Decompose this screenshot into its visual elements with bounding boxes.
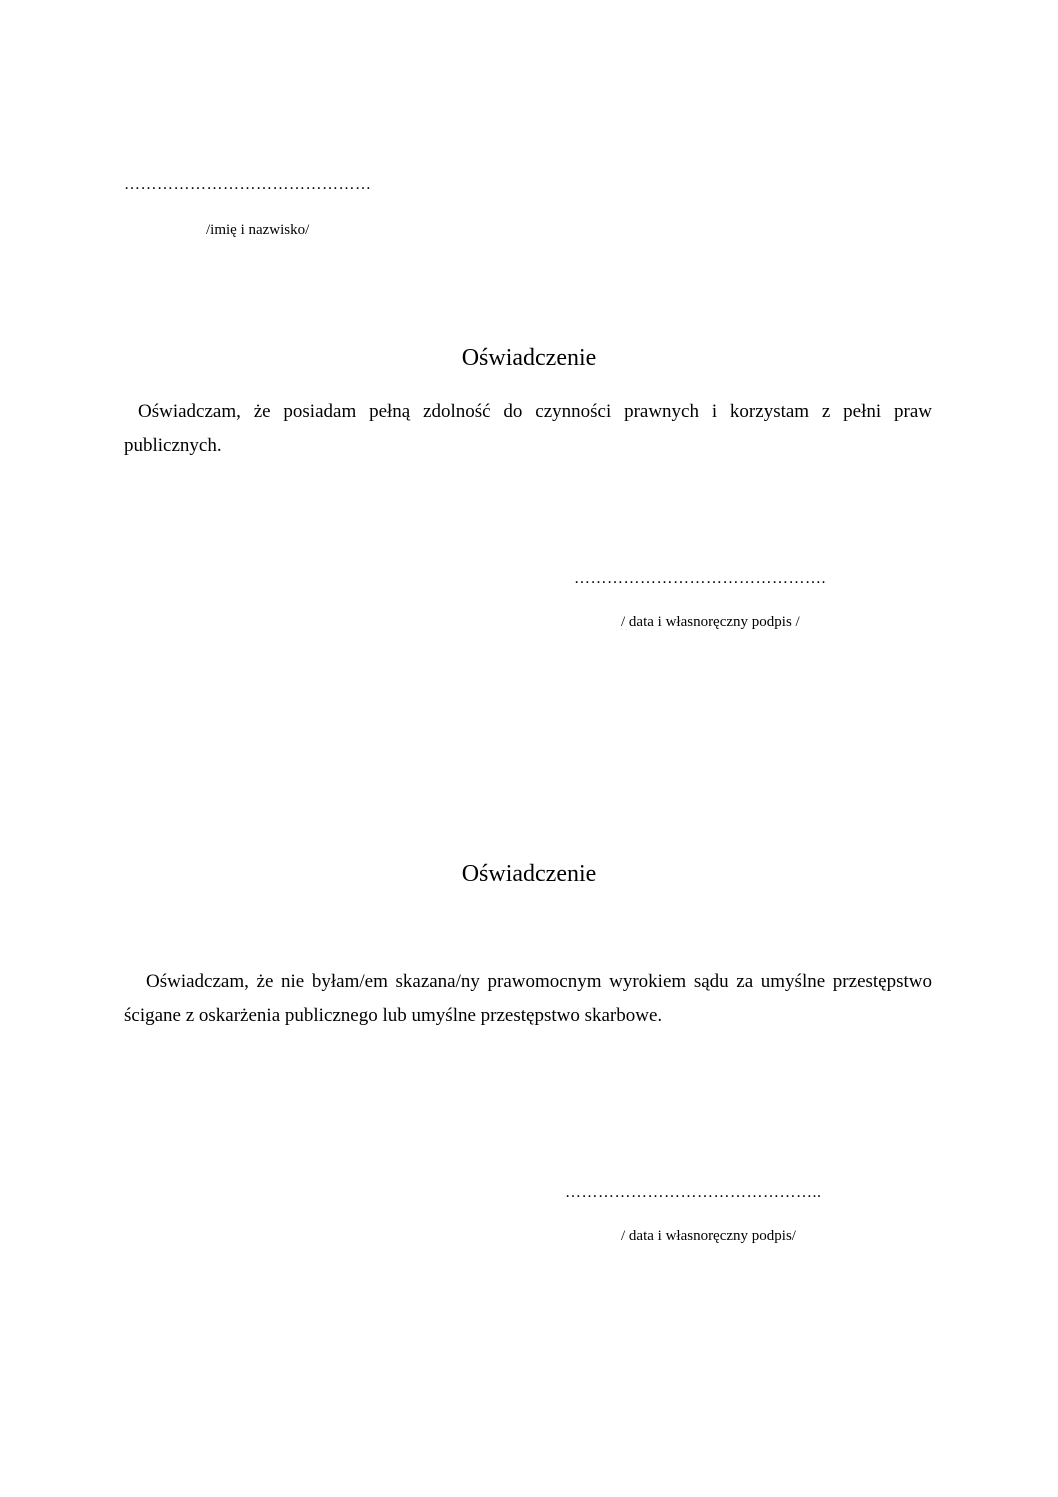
statement-2-title: Oświadczenie bbox=[461, 861, 597, 887]
statement-1-text: Oświadczam, że posiadam pełną zdolność do czynności prawnych i korzystam z pełni praw publicznych. bbox=[124, 401, 932, 456]
statement-1-title: Oświadczenie bbox=[461, 345, 597, 371]
statement-1-signature-dotted-line: ………………………………………. bbox=[574, 570, 826, 587]
statement-2-text: Oświadczam, że nie byłam/em skazana/ny prawomocnym wyrokiem sądu za umyślne przestępstwo ścigane z oskarżenia publicznego lub umyślne przestępstwo skarbowe. bbox=[124, 971, 932, 1026]
statement-2-signature-caption: / data i własnoręczny podpis/ bbox=[621, 1228, 796, 1244]
name-dotted-line: ……………………………………… bbox=[124, 176, 372, 193]
statement-1-signature-caption: / data i własnoręczny podpis / bbox=[621, 614, 800, 630]
statement-2-signature-dotted-line: ……………………………………….. bbox=[565, 1184, 822, 1201]
name-caption: /imię i nazwisko/ bbox=[206, 222, 310, 238]
